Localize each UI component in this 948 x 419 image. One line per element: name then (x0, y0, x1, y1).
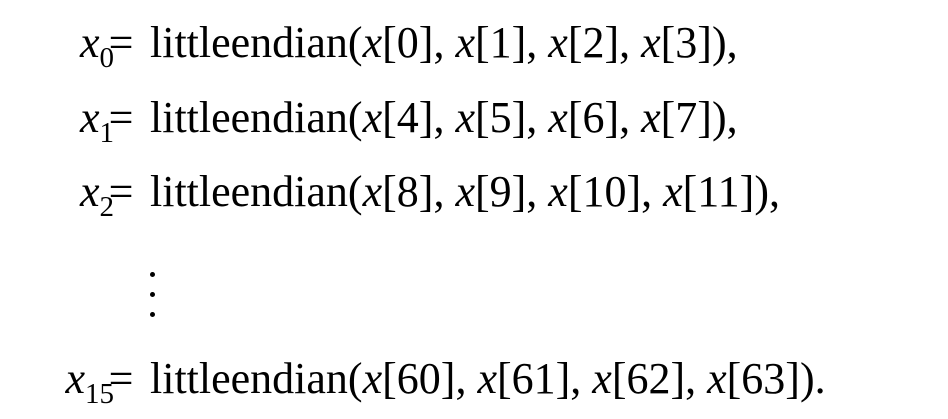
ellipsis-dot (150, 272, 155, 277)
equation-row-1 (0, 88, 948, 148)
closing-paren: ), (711, 93, 738, 142)
lhs-variable: x (79, 18, 100, 67)
array-index: [8] (382, 167, 434, 216)
array-index: [7] (660, 93, 712, 142)
array-index: [3] (660, 18, 712, 67)
array-variable: x (362, 93, 383, 142)
function-name: littleendian( (150, 18, 363, 67)
array-index: [60] (382, 354, 456, 403)
array-variable: x (707, 354, 727, 403)
array-variable: x (592, 354, 612, 403)
equation-row-0 (0, 13, 948, 73)
array-index: [62] (611, 354, 686, 403)
lhs-variable: x (79, 93, 100, 142)
ellipsis-dot (150, 312, 155, 317)
argument-separator: , (433, 93, 456, 142)
array-variable: x (455, 18, 475, 67)
array-index: [10] (567, 167, 642, 216)
equals-sign: = (108, 93, 134, 142)
array-variable: x (548, 18, 568, 67)
equation-rhs (150, 88, 738, 148)
array-variable: x (362, 18, 383, 67)
argument-separator: , (641, 167, 664, 216)
array-index: [5] (474, 93, 527, 142)
lhs-variable: x (79, 167, 100, 216)
argument-separator: , (619, 93, 642, 142)
equation-row-2 (0, 162, 948, 222)
array-variable: x (641, 93, 661, 142)
equals-sign: = (108, 167, 134, 216)
argument-separator: , (526, 18, 549, 67)
function-name: littleendian( (150, 354, 363, 403)
array-index: [9] (474, 167, 527, 216)
lhs-subscript: 1 (99, 117, 114, 149)
closing-paren: ), (754, 167, 780, 216)
argument-separator: , (433, 18, 456, 67)
array-variable: x (362, 167, 383, 216)
vertical-ellipsis-icon (146, 268, 160, 324)
equals-sign: = (108, 354, 134, 403)
array-index: [63] (726, 354, 800, 403)
array-index: [1] (474, 18, 527, 67)
ellipsis-dot (150, 292, 155, 297)
array-variable: x (362, 354, 383, 403)
array-variable: x (477, 354, 497, 403)
argument-separator: , (619, 18, 642, 67)
array-index: [2] (567, 18, 620, 67)
array-variable: x (455, 93, 475, 142)
array-variable: x (641, 18, 661, 67)
lhs-variable: x (65, 354, 85, 403)
array-index: [61] (496, 354, 571, 403)
function-name: littleendian( (150, 167, 363, 216)
argument-separator: , (455, 354, 478, 403)
equation-row-15 (0, 349, 948, 409)
equals-sign: = (108, 18, 134, 67)
lhs-subscript: 0 (99, 42, 114, 74)
argument-separator: , (570, 354, 593, 403)
equation-rhs (150, 13, 738, 73)
function-name: littleendian( (150, 93, 363, 142)
argument-separator: , (526, 93, 549, 142)
array-variable: x (663, 167, 683, 216)
argument-separator: , (526, 167, 549, 216)
equation-rhs (150, 162, 780, 222)
lhs-subscript: 15 (85, 378, 114, 410)
array-index: [6] (567, 93, 620, 142)
array-variable: x (548, 93, 568, 142)
argument-separator: , (685, 354, 708, 403)
array-variable: x (455, 167, 475, 216)
array-index: [0] (382, 18, 434, 67)
array-index: [11] (682, 167, 755, 216)
closing-paren: ), (711, 18, 738, 67)
array-index: [4] (382, 93, 434, 142)
equation-rhs (150, 349, 826, 409)
closing-paren: ). (799, 354, 826, 403)
array-variable: x (548, 167, 568, 216)
argument-separator: , (433, 167, 456, 216)
lhs-subscript: 2 (99, 191, 114, 223)
